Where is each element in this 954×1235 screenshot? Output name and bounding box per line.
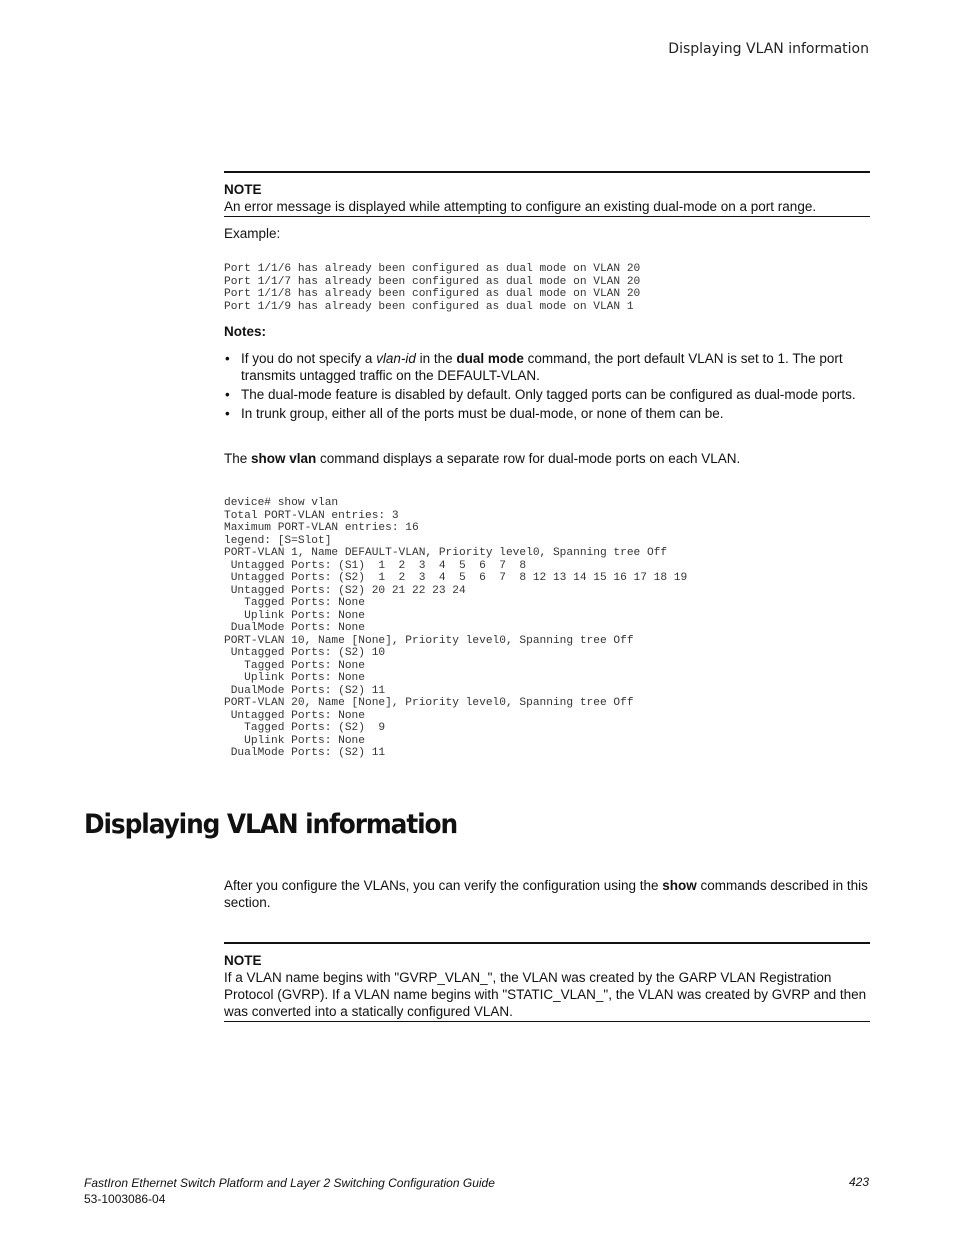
section-title: Displaying VLAN information [84,809,458,840]
note-label: NOTE [224,182,262,197]
footer-guide-title: FastIron Ethernet Switch Platform and Layer 2 Switching Configuration Guide [84,1176,495,1190]
notes-heading: Notes: [224,324,267,339]
note-text: If a VLAN name begins with "GVRP_VLAN_", the VLAN was created by the GARP VLAN Registration Protocol (GVRP). If a VLAN name begins with "STATIC_VLAN_", the VLAN was created by GVRP and then was converted into a statically configured VLAN. [224,970,867,1019]
note-text: An error message is displayed while attempting to configure an existing dual-mode on a port range. [224,199,817,214]
footer-doc-number: 53-1003086-04 [84,1192,166,1206]
note-box [224,942,870,1022]
intro-text-bold: show [662,878,697,893]
bullet-text-mid: in the [415,351,457,366]
para-text-post: command displays a separate row for dual-mode ports on each VLAN. [316,451,741,466]
bullet-text-pre: If you do not specify a [241,351,377,366]
notes-list [224,350,870,424]
show-vlan-paragraph [224,450,870,467]
example-label: Example: [224,226,281,241]
show-vlan-code-block [224,497,870,760]
note-box [224,171,870,217]
bullet-text-italic: vlan-id [376,351,416,366]
intro-text-pre: After you configure the VLANs, you can verify the configuration using the [224,878,663,893]
footer-left [84,1175,495,1207]
example-code-block [224,263,870,313]
list-item [224,350,870,384]
section-intro [224,877,870,911]
bullet-text-post: command, the port default VLAN is set to 1. The port transmits untagged traffic on the DEFAULT-VLAN. [241,351,843,383]
example-code: Port 1/1/6 has already been configured as dual mode on VLAN 20 Port 1/1/7 has already been configured as dual mode on VLAN 20 Port 1/1/8 has already been configured as dual mode on VLAN 20 Port 1/1/9 has already been configured as dual mode on VLAN 1 [224,263,641,313]
bullet-text-bold: dual mode [456,351,524,366]
note-bottom-rule [224,216,870,217]
list-item: • The dual-mode feature is disabled by default. Only tagged ports can be configured as dual-mode ports. [224,386,870,403]
page-number: 423 [848,1175,869,1189]
para-text-bold: show vlan [251,451,317,466]
running-header: Displaying VLAN information [668,41,869,57]
note-label: NOTE [224,953,262,968]
show-vlan-code: device# show vlan Total PORT-VLAN entries: 3 Maximum PORT-VLAN entries: 16 legend: [S=Slot] PORT-VLAN 1, Name DEFAULT-VLAN, Priority level0, Spanning tree Off Untagged Ports: (S1) 1 2 3 4 5 6 7 8 Untagged Ports: (S2) 1 2 3 4 5 6 7 8 12 13 14 15 16 17 18 19 Untagged Ports: (S2) 20 21 22 23 24 Tagged Ports: None Uplink Ports: None DualMode Ports: None PORT-VLAN 10, Name [None], Priority level0, Spanning tree Off Untagged Ports: (S2) 10 Tagged Ports: None Uplink Ports: None DualMode Ports: (S2) 11 PORT-VLAN 20, Name [None], Priority level0, Spanning tree Off Untagged Ports: None Tagged Ports: (S2) 9 Uplink Ports: None DualMode Ports: (S2) 11 [224,497,688,759]
para-text-pre: The [224,451,252,466]
list-item: • In trunk group, either all of the ports must be dual-mode, or none of them can be. [224,405,870,422]
intro-text-post: commands described in this section. [224,878,868,910]
note-bottom-rule [224,1021,870,1022]
